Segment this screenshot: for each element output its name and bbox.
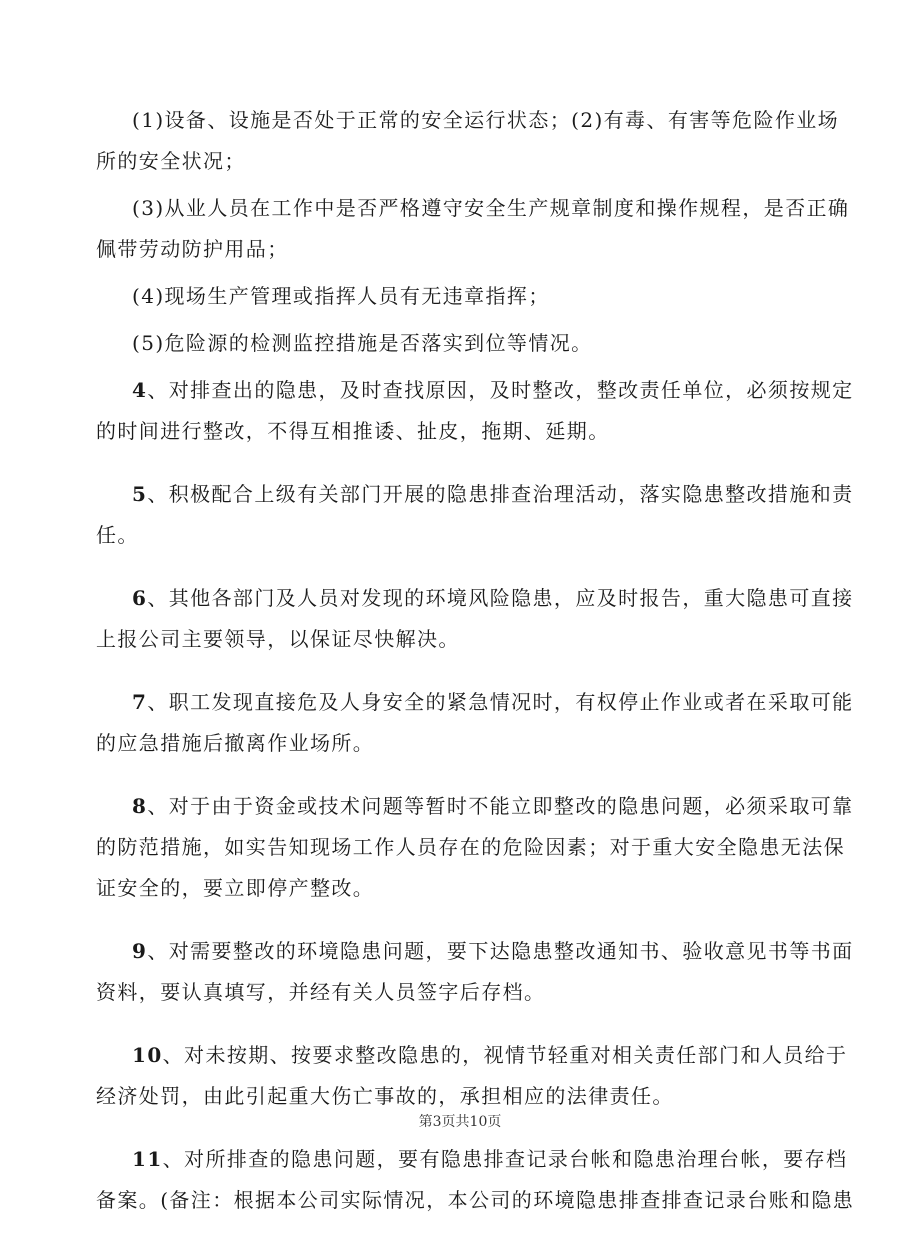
text-fragment: 、对未按期、按要求整改隐患的，视情节轻重对相关责任部门和人员给于 [162,1043,848,1067]
numbered-paragraph [96,1139,855,1221]
item-number: 9 [132,939,148,963]
text-line [96,786,854,827]
page-number-footer: 第3页共10页 [418,1114,502,1130]
text-line [96,1035,848,1076]
text-line: 佩带劳动防护用品； [96,237,289,261]
text-fragment: 、对于由于资金或技术问题等暂时不能立即整改的隐患问题，必须采取可靠 [147,794,854,818]
item-number: 8 [132,794,148,818]
numbered-paragraph [96,370,854,452]
text-line [96,370,854,411]
text-line [96,474,854,515]
text-line: 备案。(备注：根据本公司实际情况，本公司的环境隐患排查排查记录台账和隐患 [96,1188,855,1212]
item-number: 4 [132,378,148,402]
text-line: 任。 [96,523,139,547]
paragraph [96,188,850,270]
numbered-paragraph [96,578,854,660]
text-line: (3)从业人员在工作中是否严格遵守安全生产规章制度和操作规程，是否正确 [132,196,850,220]
text-line: 的时间进行整改，不得互相推诿、扯皮，拖期、延期。 [96,419,610,443]
text-line: (5)危险源的检测监控措施是否落实到位等情况。 [132,331,593,355]
text-fragment: 、对所排查的隐患问题，要有隐患排查记录台帐和隐患治理台帐，要存档 [162,1147,848,1171]
document-body [96,100,855,1243]
paragraph [96,100,840,182]
item-number: 6 [132,586,148,610]
text-fragment: 、积极配合上级有关部门开展的隐患排查治理活动，落实隐患整改措施和责 [147,482,854,506]
text-fragment: 、对排查出的隐患，及时查找原因，及时整改，整改责任单位，必须按规定 [147,378,854,402]
numbered-paragraph [96,1035,848,1117]
numbered-paragraph [96,931,854,1013]
text-line: 证安全的，要立即停产整改。 [96,876,375,900]
text-line [96,931,854,972]
text-fragment: 、其他各部门及人员对发现的环境风险隐患，应及时报告，重大隐患可直接 [147,586,854,610]
numbered-paragraph [96,474,854,556]
item-number: 10 [132,1043,163,1067]
item-number: 5 [132,482,148,506]
numbered-paragraph [96,682,854,764]
text-line [96,578,854,619]
text-line: (1)设备、设施是否处于正常的安全运行状态；(2)有毒、有害等危险作业场 [132,108,840,132]
item-number: 7 [132,690,148,714]
text-line [96,1139,848,1180]
text-line: 的防范措施，如实告知现场工作人员存在的危险因素；对于重大安全隐患无法保 [96,835,845,859]
text-fragment: 、对需要整改的环境隐患问题，要下达隐患整改通知书、验收意见书等书面 [147,939,854,963]
text-line: 所的安全状况； [96,149,246,173]
text-line [96,682,854,723]
item-number: 11 [132,1147,163,1171]
paragraph [96,276,828,317]
text-line: 资料，要认真填写，并经有关人员签字后存档。 [96,980,546,1004]
paragraph [96,323,828,364]
text-fragment: 、职工发现直接危及人身安全的紧急情况时，有权停止作业或者在采取可能 [147,690,854,714]
numbered-paragraph [96,786,854,909]
text-line: 经济处罚，由此引起重大伤亡事故的，承担相应的法律责任。 [96,1084,674,1108]
text-line: (4)现场生产管理或指挥人员有无违章指挥； [132,284,550,308]
text-line: 上报公司主要领导，以保证尽快解决。 [96,627,460,651]
text-line: 的应急措施后撤离作业场所。 [96,731,375,755]
